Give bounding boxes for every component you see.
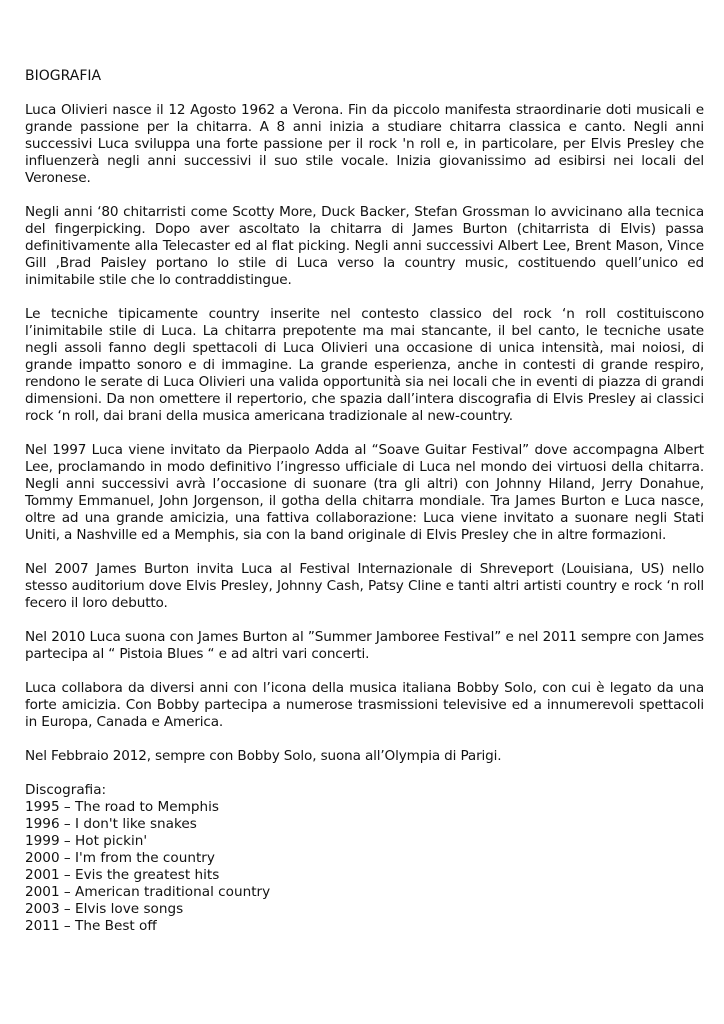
document-page [25,68,704,935]
biography-paragraph-1: Luca Olivieri nasce il 12 Agosto 1962 a Verona. Fin da piccolo manifesta straordinarie doti musicali e grande passione per la chitarra. A 8 anni inizia a studiare chitarra classica e canto. Negli anni successivi Luca sviluppa una forte passione per il rock 'n roll e, in particolare, per Elvis Presley che influenzerà negli anni successivi il suo stile vocale. Inizia giovanissimo ad esibirsi nei locali del Veronese. [25,102,704,186]
biography-paragraph-2: Negli anni ‘80 chitarristi come Scotty More, Duck Backer, Stefan Grossman lo avvicinano alla tecnica del fingerpicking. Dopo aver ascoltato la chitarra di James Burton (chitarrista di Elvis) passa definitivamente alla Telecaster ed al flat picking. Negli anni successivi Albert Lee, Brent Mason, Vince Gill ,Brad Paisley portano lo stile di Luca verso la country music, costituendo quell’unico ed inimitabile stile che lo contraddistingue. [25,204,704,288]
discography-item: 2001 – American traditional country [25,884,271,900]
discography-item: 2011 – The Best off [25,918,157,934]
discography-heading: Discografia: [25,782,107,798]
discography-item: 2003 – Elvis love songs [25,901,184,917]
biography-paragraph-4: Nel 1997 Luca viene invitato da Pierpaolo Adda al “Soave Guitar Festival” dove accompagna Albert Lee, proclamando in modo definitivo l’ingresso ufficiale di Luca nel mondo dei virtuosi della chitarra. Negli anni successivi avrà l’occasione di suonare (tra gli altri) con Johnny Hiland, Jerry Donahue, Tommy Emmanuel, John Jorgenson, il gotha della chitarra mondiale. Tra James Burton e Luca nasce, oltre ad una grande amicizia, una fattiva collaborazione: Luca viene invitato a suonare negli Stati Uniti, a Nashville ed a Memphis, sia con la band originale di Elvis Presley che in altre formazioni. [25,442,704,543]
biography-paragraph-3: Le tecniche tipicamente country inserite nel contesto classico del rock ‘n roll costituiscono l’inimitabile stile di Luca. La chitarra prepotente ma mai stancante, il bel canto, le tecniche usate negli assoli fanno degli spettacoli di Luca Olivieri una occasione di unica intensità, mai noiosi, di grande impatto sonoro e di immagine. La grande esperienza, anche in contesti di grande respiro, rendono le serate di Luca Olivieri una valida opportunità sia nei locali che in eventi di piazza di grandi dimensioni. Da non omettere il repertorio, che spazia dall’intera discografia di Elvis Presley ai classici rock ‘n roll, dai brani della musica americana tradizionale al new-country. [25,306,704,424]
discography-item: 2001 – Evis the greatest hits [25,867,220,883]
document-title: BIOGRAFIA [25,68,102,84]
discography-list [25,799,704,935]
biography-paragraph-7: Luca collabora da diversi anni con l’icona della musica italiana Bobby Solo, con cui è legato da una forte amicizia. Con Bobby partecipa a numerose trasmissioni televisive ed a innumerevoli spettacoli in Europa, Canada e America. [25,680,704,730]
discography-item: 1996 – I don't like snakes [25,816,197,832]
discography-item: 1999 – Hot pickin' [25,833,148,849]
discography-item: 1995 – The road to Memphis [25,799,219,815]
discography-item: 2000 – I'm from the country [25,850,215,866]
biography-paragraph-6: Nel 2010 Luca suona con James Burton al ”Summer Jamboree Festival” e nel 2011 sempre con James partecipa al “ Pistoia Blues “ e ad altri vari concerti. [25,629,704,662]
biography-paragraph-8: Nel Febbraio 2012, sempre con Bobby Solo, suona all’Olympia di Parigi. [25,748,502,764]
biography-paragraph-5: Nel 2007 James Burton invita Luca al Festival Internazionale di Shreveport (Louisiana, US) nello stesso auditorium dove Elvis Presley, Johnny Cash, Patsy Cline e tanti altri artisti country e rock ‘n roll fecero il loro debutto. [25,561,704,611]
